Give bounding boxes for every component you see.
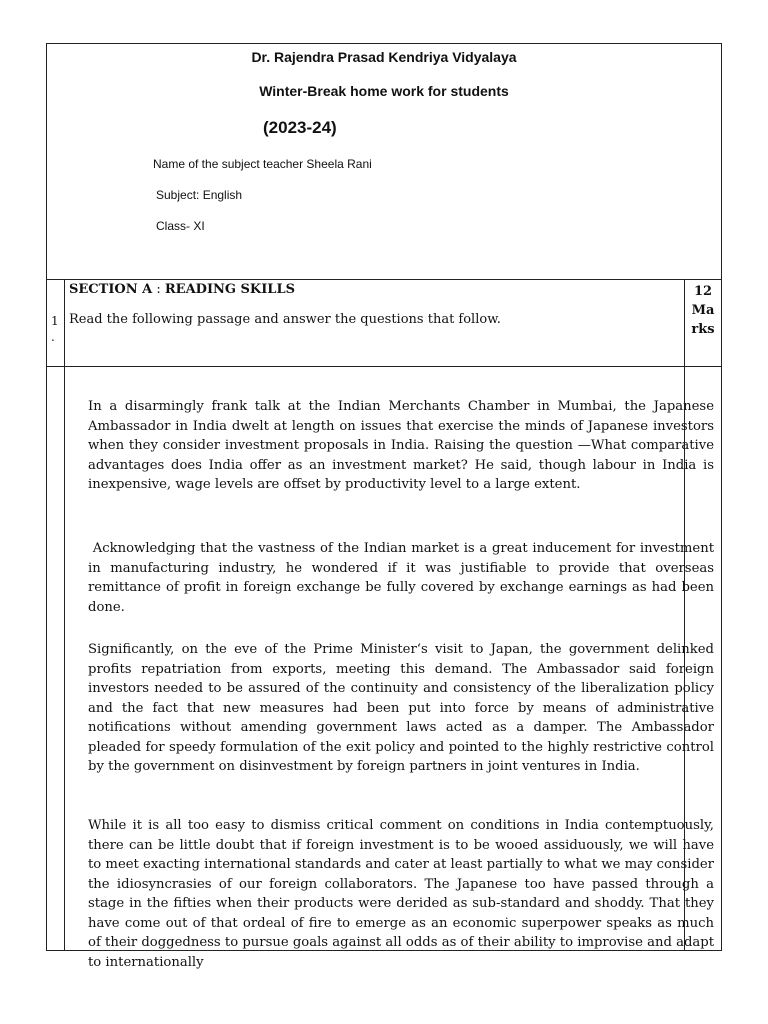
homework-table <box>46 43 722 970</box>
school-name: Dr. Rajendra Prasad Kendriya Vidyalaya <box>251 49 517 65</box>
section-label: SECTION A <box>69 282 153 297</box>
question-number-value: 1 <box>51 314 59 328</box>
section-name: READING SKILLS <box>164 282 295 297</box>
teacher-name: Name of the subject teacher Sheela Rani <box>153 157 372 171</box>
section-cell <box>65 280 685 367</box>
section-instruction: Read the following passage and answer the questions that follow. <box>69 312 501 327</box>
passage-paragraph: While it is all too easy to dismiss critical comment on conditions in India contemptuously, there can be little doubt that if foreign investment is to be wooed assiduously, we will have to meet exacting international standards and cater at least partially to what we may consider the idiosyncrasies of our foreign collaborators. The Japanese too have passed through a stage in the fifties when their products were derided as sub-standard and shoddy. That they have come out of that ordeal of fire to emerge as an economic superpower speaks as much of their doggedness to pursue goals against all odds as of their ability to improvise and adapt to internationally <box>88 818 714 970</box>
subject-line: Subject: English <box>156 188 243 202</box>
class-line: Class- XI <box>156 219 205 233</box>
document-header <box>47 44 722 280</box>
question-number-suffix: . <box>51 330 55 344</box>
academic-year: (2023-24) <box>263 118 337 137</box>
passage-paragraph: In a disarmingly frank talk at the Indian Merchants Chamber in Mumbai, the Japanese Ambassador in India dwelt at length on issues that exercise the minds of Japanese investors when they consider investment proposals in India. Raising the question —What comparative advantages does India offer as an investment market? He said, though labour in India is inexpensive, wage levels are offset by productivity level to a large extent. <box>88 399 714 492</box>
homework-title: Winter-Break home work for students <box>259 83 509 99</box>
passage-paragraph: Significantly, on the eve of the Prime Minister‘s visit to Japan, the government delinked profits repatriation from exports, meeting this demand. The Ambassador said foreign investors needed to be assured of the continuity and consistency of the liberalization policy and the fact that new measures had been put into force by means of administrative notifications without amending government laws acted as a damper. The Ambassador pleaded for speedy formulation of the exit policy and pointed to the highly restrictive control by the government on disinvestment by foreign partners in joint ventures in India. <box>88 642 714 774</box>
marks-line: rks <box>691 322 715 337</box>
section-separator: : <box>152 282 165 297</box>
marks-line: 12 <box>693 284 713 299</box>
empty-number-cell <box>47 367 65 951</box>
marks-line: Ma <box>691 303 715 318</box>
question-number <box>51 313 59 345</box>
passage-cell <box>65 367 719 970</box>
passage-paragraph: Acknowledging that the vastness of the Indian market is a great inducement for investment in manufacturing industry, he wondered if it was justifiable to provide that overseas remittance of profit in foreign exchange be fully covered by exchange earnings as had been done. <box>88 541 719 615</box>
marks-cell <box>684 280 721 367</box>
section-title <box>69 282 295 297</box>
question-number-cell <box>47 280 65 367</box>
